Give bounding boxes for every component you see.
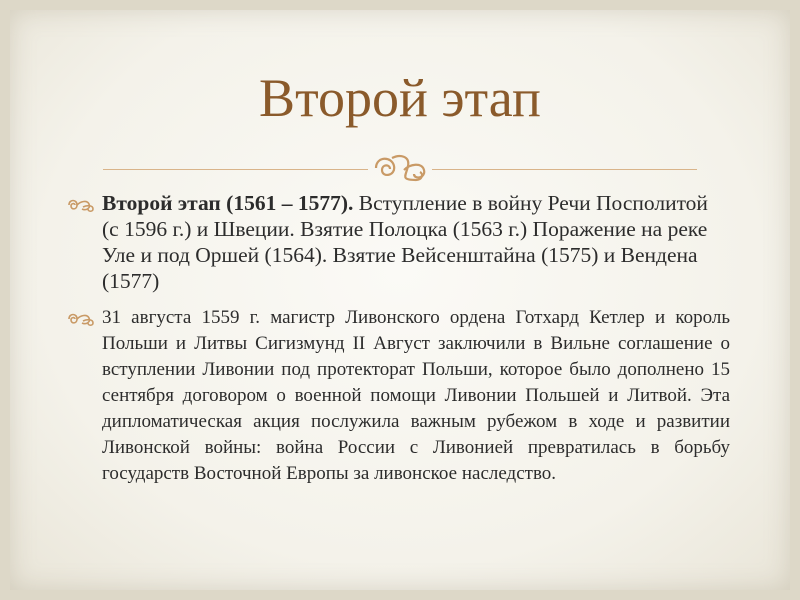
scroll-bullet-icon [66, 196, 96, 214]
flourish-divider-icon [370, 150, 430, 186]
slide-title: Второй этап [259, 68, 541, 128]
bullet-item-stage [66, 190, 730, 294]
bullet-bold-heading: Второй этап (1561 – 1577). [102, 191, 354, 215]
scroll-bullet-icon [66, 310, 96, 328]
bullet-text: 31 августа 1559 г. магистр Ливонского ордена Готхард Кетлер и король Польши и Литвы Сигизмунд II Август заключили в Вильне соглашение о вступлении Ливонии под протекторат Польши, которое было дополнено 15 сентября договором о военной помощи Ливонии Польшей и Литвой. Эта дипломатическая акция послужила важным рубежом в ходе и развитии Ливонской войны: война России с Ливонией превратилась в борьбу государств Восточной Европы за ливонское наследство. [102, 307, 730, 484]
divider-line-right [432, 169, 697, 170]
divider-line-left [103, 169, 368, 170]
bullet-item-agreement [66, 305, 730, 487]
bullet-text: Вступление в войну Речи Посполитой (с 1596 г.) и Швеции. Взятие Полоцка (1563 г.) Поражение на реке Уле и под Оршей (1564). Взятие Вейсенштайна (1575) и Вендена (1577) [102, 191, 708, 293]
bullet-list [66, 190, 730, 487]
